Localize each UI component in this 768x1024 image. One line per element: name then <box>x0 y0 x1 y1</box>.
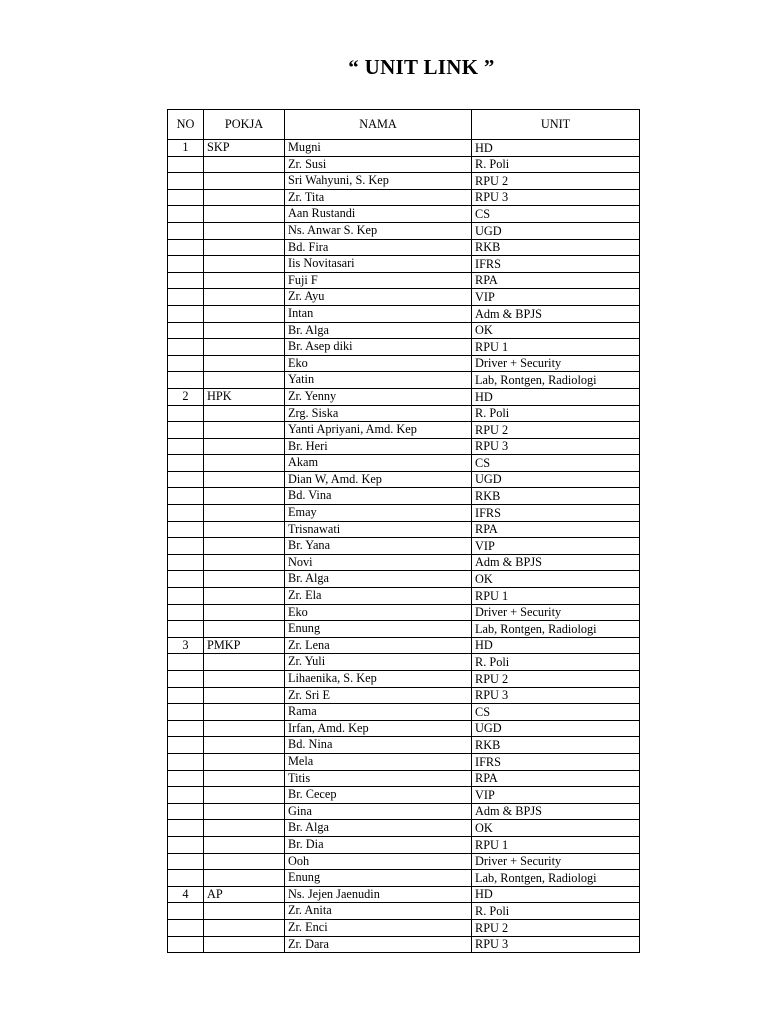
cell-no <box>168 870 204 887</box>
table-row <box>168 156 640 173</box>
cell-nama: Lihaenika, S. Kep <box>285 671 472 688</box>
cell-pokja <box>204 222 285 239</box>
cell-unit: RPU 2 <box>472 671 640 688</box>
cell-nama: Bd. Fira <box>285 239 472 256</box>
cell-pokja <box>204 339 285 356</box>
cell-no <box>168 438 204 455</box>
cell-unit: HD <box>472 388 640 405</box>
table-row <box>168 388 640 405</box>
table-row <box>168 886 640 903</box>
cell-unit: IFRS <box>472 505 640 522</box>
cell-unit: RPU 2 <box>472 173 640 190</box>
cell-nama: Zr. Dara <box>285 936 472 953</box>
cell-nama: Akam <box>285 455 472 472</box>
cell-nama: Zr. Yuli <box>285 654 472 671</box>
cell-pokja: SKP <box>204 140 285 157</box>
cell-unit: RPU 2 <box>472 422 640 439</box>
table-row <box>168 720 640 737</box>
cell-unit: Lab, Rontgen, Radiologi <box>472 621 640 638</box>
cell-unit: Driver + Security <box>472 853 640 870</box>
table-row <box>168 305 640 322</box>
cell-unit: RKB <box>472 239 640 256</box>
cell-nama: Yanti Apriyani, Amd. Kep <box>285 422 472 439</box>
cell-no <box>168 704 204 721</box>
table-row <box>168 372 640 389</box>
cell-pokja <box>204 654 285 671</box>
header-pokja: POKJA <box>204 110 285 140</box>
cell-unit: R. Poli <box>472 156 640 173</box>
table-row <box>168 687 640 704</box>
cell-pokja <box>204 173 285 190</box>
table-row <box>168 471 640 488</box>
table-row <box>168 853 640 870</box>
cell-pokja <box>204 588 285 605</box>
cell-nama: Zrg. Siska <box>285 405 472 422</box>
table-row <box>168 820 640 837</box>
cell-nama: Br. Alga <box>285 571 472 588</box>
cell-pokja <box>204 853 285 870</box>
cell-no <box>168 156 204 173</box>
cell-pokja <box>204 671 285 688</box>
table-row <box>168 637 640 654</box>
cell-unit: Lab, Rontgen, Radiologi <box>472 372 640 389</box>
cell-nama: Irfan, Amd. Kep <box>285 720 472 737</box>
cell-no <box>168 206 204 223</box>
table-row <box>168 289 640 306</box>
cell-pokja <box>204 422 285 439</box>
cell-unit: HD <box>472 637 640 654</box>
cell-no <box>168 919 204 936</box>
table-row <box>168 438 640 455</box>
cell-pokja <box>204 720 285 737</box>
cell-unit: Adm & BPJS <box>472 305 640 322</box>
cell-pokja <box>204 272 285 289</box>
table-row <box>168 538 640 555</box>
cell-nama: Aan Rustandi <box>285 206 472 223</box>
cell-unit: RPU 3 <box>472 189 640 206</box>
table-row <box>168 206 640 223</box>
cell-no <box>168 322 204 339</box>
cell-pokja <box>204 355 285 372</box>
cell-no <box>168 239 204 256</box>
cell-nama: Trisnawati <box>285 521 472 538</box>
cell-pokja <box>204 322 285 339</box>
cell-no <box>168 538 204 555</box>
cell-pokja <box>204 538 285 555</box>
cell-unit: UGD <box>472 222 640 239</box>
cell-nama: Eko <box>285 604 472 621</box>
cell-unit: UGD <box>472 720 640 737</box>
cell-nama: Zr. Susi <box>285 156 472 173</box>
cell-no: 4 <box>168 886 204 903</box>
cell-unit: RPA <box>472 770 640 787</box>
table-row <box>168 704 640 721</box>
table-row <box>168 505 640 522</box>
cell-unit: RPU 3 <box>472 438 640 455</box>
cell-no <box>168 305 204 322</box>
cell-nama: Eko <box>285 355 472 372</box>
cell-nama: Gina <box>285 803 472 820</box>
cell-unit: RKB <box>472 488 640 505</box>
cell-no <box>168 588 204 605</box>
cell-nama: Br. Alga <box>285 820 472 837</box>
cell-nama: Zr. Tita <box>285 189 472 206</box>
cell-no <box>168 604 204 621</box>
cell-nama: Mela <box>285 753 472 770</box>
table-row <box>168 870 640 887</box>
cell-nama: Br. Yana <box>285 538 472 555</box>
cell-no <box>168 654 204 671</box>
cell-pokja <box>204 189 285 206</box>
cell-no <box>168 554 204 571</box>
table-row <box>168 753 640 770</box>
cell-no <box>168 422 204 439</box>
cell-nama: Emay <box>285 505 472 522</box>
table-row <box>168 803 640 820</box>
cell-unit: RPU 1 <box>472 588 640 605</box>
cell-nama: Zr. Lena <box>285 637 472 654</box>
cell-pokja <box>204 803 285 820</box>
cell-no <box>168 621 204 638</box>
cell-pokja <box>204 206 285 223</box>
cell-unit: VIP <box>472 538 640 555</box>
cell-no <box>168 355 204 372</box>
cell-nama: Sri Wahyuni, S. Kep <box>285 173 472 190</box>
cell-pokja <box>204 455 285 472</box>
cell-no <box>168 687 204 704</box>
cell-unit: OK <box>472 322 640 339</box>
table-row <box>168 621 640 638</box>
cell-pokja <box>204 704 285 721</box>
cell-nama: Titis <box>285 770 472 787</box>
cell-no <box>168 936 204 953</box>
cell-nama: Bd. Vina <box>285 488 472 505</box>
cell-unit: HD <box>472 886 640 903</box>
cell-unit: CS <box>472 206 640 223</box>
cell-unit: HD <box>472 140 640 157</box>
cell-no <box>168 339 204 356</box>
cell-nama: Zr. Ayu <box>285 289 472 306</box>
cell-no <box>168 671 204 688</box>
table-row <box>168 770 640 787</box>
cell-pokja <box>204 471 285 488</box>
cell-no <box>168 787 204 804</box>
cell-pokja: AP <box>204 886 285 903</box>
table-row <box>168 654 640 671</box>
cell-no <box>168 770 204 787</box>
cell-nama: Zr. Enci <box>285 919 472 936</box>
cell-pokja <box>204 438 285 455</box>
cell-nama: Br. Heri <box>285 438 472 455</box>
table-row <box>168 422 640 439</box>
cell-pokja <box>204 919 285 936</box>
cell-pokja <box>204 604 285 621</box>
cell-unit: Driver + Security <box>472 604 640 621</box>
table-row <box>168 836 640 853</box>
table-body <box>168 140 640 953</box>
table-row <box>168 554 640 571</box>
table-row <box>168 322 640 339</box>
cell-nama: Ns. Anwar S. Kep <box>285 222 472 239</box>
cell-unit: IFRS <box>472 256 640 273</box>
cell-no <box>168 720 204 737</box>
table-row <box>168 140 640 157</box>
cell-pokja <box>204 870 285 887</box>
table-row <box>168 239 640 256</box>
cell-no <box>168 488 204 505</box>
cell-nama: Novi <box>285 554 472 571</box>
cell-nama: Br. Alga <box>285 322 472 339</box>
cell-pokja <box>204 305 285 322</box>
cell-no <box>168 820 204 837</box>
cell-unit: Adm & BPJS <box>472 554 640 571</box>
cell-nama: Bd. Nina <box>285 737 472 754</box>
cell-no <box>168 289 204 306</box>
table-row <box>168 355 640 372</box>
table-row <box>168 903 640 920</box>
cell-no <box>168 372 204 389</box>
cell-unit: VIP <box>472 289 640 306</box>
cell-no <box>168 505 204 522</box>
cell-no <box>168 256 204 273</box>
cell-no <box>168 737 204 754</box>
cell-no <box>168 521 204 538</box>
cell-no <box>168 853 204 870</box>
table-row <box>168 571 640 588</box>
cell-pokja <box>204 753 285 770</box>
cell-unit: RPU 3 <box>472 936 640 953</box>
cell-pokja: HPK <box>204 388 285 405</box>
cell-pokja: PMKP <box>204 637 285 654</box>
cell-unit: Adm & BPJS <box>472 803 640 820</box>
cell-unit: IFRS <box>472 753 640 770</box>
cell-pokja <box>204 571 285 588</box>
cell-nama: Yatin <box>285 372 472 389</box>
cell-pokja <box>204 737 285 754</box>
table-row <box>168 737 640 754</box>
cell-unit: RPU 1 <box>472 339 640 356</box>
cell-unit: RPU 1 <box>472 836 640 853</box>
cell-pokja <box>204 836 285 853</box>
cell-no: 2 <box>168 388 204 405</box>
table-row <box>168 488 640 505</box>
cell-pokja <box>204 521 285 538</box>
cell-no: 3 <box>168 637 204 654</box>
cell-pokja <box>204 488 285 505</box>
cell-pokja <box>204 936 285 953</box>
cell-pokja <box>204 787 285 804</box>
cell-no <box>168 803 204 820</box>
cell-pokja <box>204 621 285 638</box>
cell-nama: Br. Asep diki <box>285 339 472 356</box>
header-unit: UNIT <box>472 110 640 140</box>
table-row <box>168 588 640 605</box>
cell-pokja <box>204 156 285 173</box>
cell-pokja <box>204 256 285 273</box>
table-row <box>168 256 640 273</box>
table-row <box>168 173 640 190</box>
cell-no <box>168 836 204 853</box>
table-row <box>168 405 640 422</box>
page-title: “ UNIT LINK ” <box>348 55 495 79</box>
cell-unit: R. Poli <box>472 405 640 422</box>
table-row <box>168 671 640 688</box>
cell-pokja <box>204 820 285 837</box>
cell-nama: Ns. Jejen Jaenudin <box>285 886 472 903</box>
cell-nama: Zr. Sri E <box>285 687 472 704</box>
cell-pokja <box>204 770 285 787</box>
cell-unit: R. Poli <box>472 903 640 920</box>
cell-no <box>168 903 204 920</box>
cell-nama: Ooh <box>285 853 472 870</box>
cell-pokja <box>204 903 285 920</box>
cell-pokja <box>204 239 285 256</box>
cell-no <box>168 173 204 190</box>
cell-unit: RKB <box>472 737 640 754</box>
cell-nama: Enung <box>285 621 472 638</box>
cell-pokja <box>204 372 285 389</box>
cell-unit: Driver + Security <box>472 355 640 372</box>
cell-no <box>168 455 204 472</box>
unit-link-table <box>167 109 640 953</box>
cell-unit: VIP <box>472 787 640 804</box>
cell-no <box>168 222 204 239</box>
cell-no <box>168 571 204 588</box>
cell-unit: CS <box>472 704 640 721</box>
cell-unit: OK <box>472 571 640 588</box>
cell-unit: RPU 3 <box>472 687 640 704</box>
cell-pokja <box>204 554 285 571</box>
cell-unit: Lab, Rontgen, Radiologi <box>472 870 640 887</box>
cell-pokja <box>204 405 285 422</box>
header-nama: NAMA <box>285 110 472 140</box>
cell-pokja <box>204 505 285 522</box>
cell-unit: OK <box>472 820 640 837</box>
cell-nama: Br. Cecep <box>285 787 472 804</box>
cell-nama: Zr. Anita <box>285 903 472 920</box>
cell-nama: Iis Novitasari <box>285 256 472 273</box>
cell-no <box>168 272 204 289</box>
cell-unit: RPA <box>472 521 640 538</box>
cell-nama: Br. Dia <box>285 836 472 853</box>
cell-no <box>168 405 204 422</box>
cell-nama: Enung <box>285 870 472 887</box>
table-row <box>168 919 640 936</box>
table-row <box>168 787 640 804</box>
table-header-row <box>168 110 640 140</box>
cell-unit: RPA <box>472 272 640 289</box>
cell-nama: Fuji F <box>285 272 472 289</box>
cell-unit: R. Poli <box>472 654 640 671</box>
table-row <box>168 604 640 621</box>
cell-pokja <box>204 687 285 704</box>
cell-unit: CS <box>472 455 640 472</box>
table-row <box>168 936 640 953</box>
table-row <box>168 189 640 206</box>
table-row <box>168 521 640 538</box>
header-no: NO <box>168 110 204 140</box>
table-row <box>168 272 640 289</box>
cell-unit: UGD <box>472 471 640 488</box>
cell-nama: Zr. Yenny <box>285 388 472 405</box>
cell-no: 1 <box>168 140 204 157</box>
cell-no <box>168 753 204 770</box>
cell-unit: RPU 2 <box>472 919 640 936</box>
table-row <box>168 222 640 239</box>
cell-nama: Intan <box>285 305 472 322</box>
cell-no <box>168 471 204 488</box>
cell-nama: Dian W, Amd. Kep <box>285 471 472 488</box>
table-row <box>168 455 640 472</box>
cell-nama: Mugni <box>285 140 472 157</box>
cell-pokja <box>204 289 285 306</box>
cell-nama: Zr. Ela <box>285 588 472 605</box>
cell-nama: Rama <box>285 704 472 721</box>
table-row <box>168 339 640 356</box>
cell-no <box>168 189 204 206</box>
